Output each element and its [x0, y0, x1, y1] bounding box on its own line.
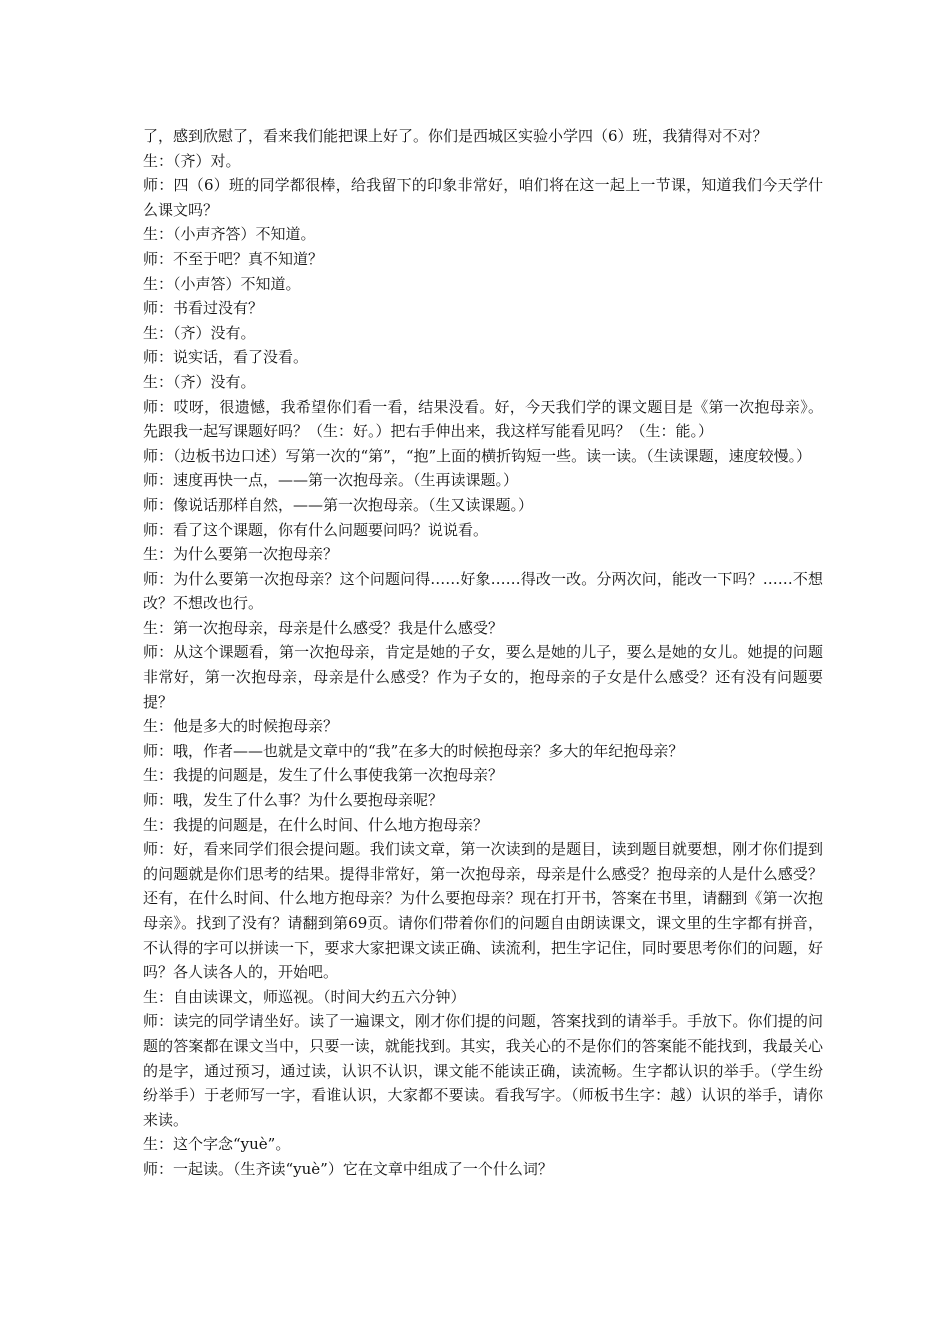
transcript-paragraph: 生：为什么要第一次抱母亲？: [143, 545, 339, 564]
transcript-paragraph: 师：像说话那样自然，——第一次抱母亲。（生又读课题。）: [143, 495, 534, 514]
transcript-paragraph: 了，感到欣慰了，看来我们能把课上好了。你们是西城区实验小学四（6）班，我猜得对不对？: [143, 127, 768, 145]
transcript-paragraph: 师：好，看来同学们很会提问题。我们读文章，第一次读到的是题目，读到题目就要想，刚才你们提到的问题就是你们思考的结果。提得非常好，第一次抱母亲，母亲是什么感受？抱母亲的人是什么感受？还有，在什么时间、什么地方抱母亲？为什么要抱母亲？现在打开书，答案在书里，请翻到《第一次抱母亲》。找到了没有？请翻到第69页。请你们带着你们的问题自由朗读课文，课文里的生字都有拼音，不认得的字可以拼读一下，要求大家把课文读正确、读流利，把生字记住，同时要思考你们的问题，好吗？各人读各人的，开始吧。: [143, 840, 823, 982]
transcript-paragraph: 师：哦，作者——也就是文章中的“我”在多大的时候抱母亲？多大的年纪抱母亲？: [143, 741, 684, 760]
transcript-paragraph: 生：（齐）对。: [143, 151, 241, 170]
transcript-paragraph: 师：速度再快一点，——第一次抱母亲。（生再读课题。）: [143, 471, 519, 490]
transcript-paragraph: 生：自由读课文，师巡视。（时间大约五六分钟）: [143, 987, 466, 1006]
transcript-paragraph: 师：为什么要第一次抱母亲？这个问题问得……好象……得改一改。分两次问，能改一下吗？……不想改？不想改也行。: [143, 569, 823, 613]
transcript-paragraph: 生：这个字念“yuè”。: [143, 1135, 291, 1154]
transcript-paragraph: 师：书看过没有？: [143, 299, 264, 318]
lesson-transcript: [143, 124, 823, 1182]
transcript-paragraph: 生：我提的问题是，发生了什么事使我第一次抱母亲？: [143, 766, 504, 785]
transcript-paragraph: 师：哎呀，很遗憾，我希望你们看一看，结果没看。好，今天我们学的课文题目是《第一次抱母亲》。先跟我一起写课题好吗？（生：好。）把右手伸出来，我这样写能看见吗？（生：能。）: [143, 397, 823, 441]
transcript-paragraph: 师：从这个课题看，第一次抱母亲，肯定是她的子女，要么是她的儿子，要么是她的女儿。她提的问题非常好，第一次抱母亲，母亲是什么感受？作为子女的，抱母亲的子女是什么感受？还有没有问题要提？: [143, 643, 823, 711]
transcript-paragraph: 师：（边板书边口述）写第一次的“第”，“抱”上面的横折钩短一些。读一读。（生读课题，速度较慢。）: [143, 446, 812, 465]
transcript-paragraph: 师：读完的同学请坐好。读了一遍课文，刚才你们提的问题，答案找到的请举手。手放下。你们提的问题的答案都在课文当中，只要一读，就能找到。其实，我关心的不是你们的答案能不能找到，我最关心的是字，通过预习，通过读，认识不认识，课文能不能读正确，读流畅。生字都认识的举手。（学生纷纷举手）于老师写一字，看谁认识，大家都不要读。看我写字。（师板书生字：越）认识的举手，请你来读。: [143, 1012, 823, 1129]
transcript-paragraph: 师：看了这个课题，你有什么问题要问吗？说说看。: [143, 520, 489, 539]
transcript-paragraph: 师：哦，发生了什么事？为什么要抱母亲呢？: [143, 791, 444, 810]
transcript-paragraph: 师：一起读。（生齐读“yuè”）它在文章中组成了一个什么词？: [143, 1159, 553, 1178]
transcript-paragraph: 生：他是多大的时候抱母亲？: [143, 717, 339, 736]
transcript-paragraph: 生：（小声齐答）不知道。: [143, 225, 316, 244]
transcript-paragraph: 生：我提的问题是，在什么时间、什么地方抱母亲？: [143, 815, 489, 834]
transcript-paragraph: 师：四（6）班的同学都很棒，给我留下的印象非常好，咱们将在这一起上一节课，知道我们今天学什么课文吗？: [143, 176, 823, 219]
transcript-paragraph: 师：不至于吧？真不知道？: [143, 249, 324, 268]
transcript-paragraph: 生：第一次抱母亲，母亲是什么感受？我是什么感受？: [143, 618, 504, 637]
transcript-paragraph: 师：说实话，看了没看。: [143, 348, 309, 367]
transcript-paragraph: 生：（齐）没有。: [143, 323, 256, 342]
transcript-paragraph: 生：（小声答）不知道。: [143, 274, 301, 293]
transcript-paragraph: 生：（齐）没有。: [143, 372, 256, 391]
